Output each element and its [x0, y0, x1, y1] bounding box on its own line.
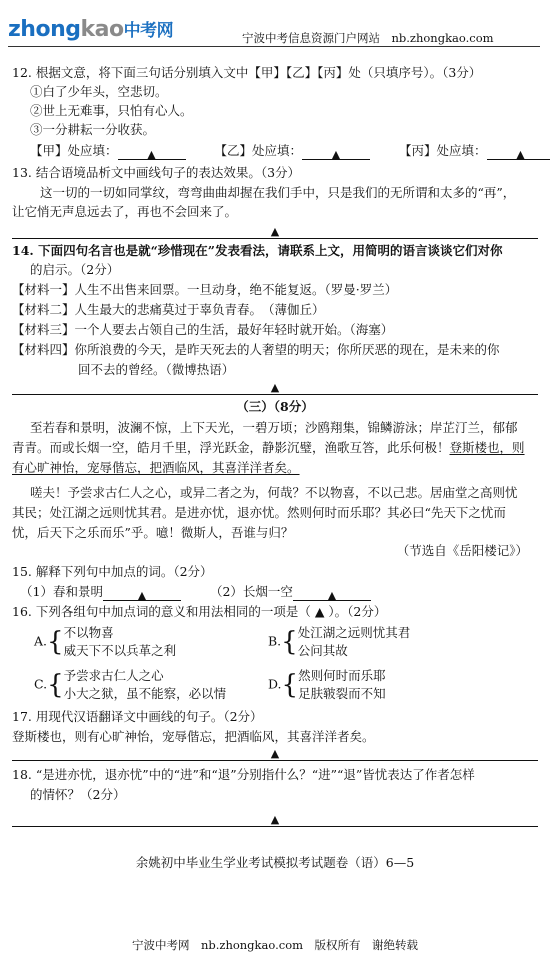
- passage-p1-line3: [12, 459, 540, 477]
- site-logo[interactable]: zhongkao中考网: [8, 17, 174, 42]
- q12-option-2: ②世上无难事，只怕有心人。: [30, 103, 193, 118]
- q15-stem: 15. 解释下列句中加点的词。（2分）: [12, 564, 213, 579]
- q15-items: （1）春和景明 ▲ （2）长烟一空 ▲: [12, 583, 548, 601]
- q12-stem: 12. 根据文意，将下面三句话分别填入文中【甲】【乙】【丙】处（只填序号）。（3分）: [12, 65, 482, 80]
- passage-p1-line1: 至若春和景明，波澜不惊，上下天光，一碧万顷；沙鸥翔集，锦鳞游泳；岸芷汀兰，郁郁: [30, 420, 518, 435]
- q14-material-4-line1: 【材料四】你所浪费的今天，是昨天死去的人奢望的明天；你所厌恶的现在，是未来的你: [12, 342, 500, 357]
- passage-source: （节选自《岳阳楼记》）: [396, 543, 528, 558]
- q18-stem-line1: 18. “是进亦忧，退亦忧”中的“进”和“退”分别指什么？“进”“退”皆忧表达了作者怎样: [12, 767, 475, 782]
- q13-stem: 13. 结合语境品析文中画线句子的表达效果。（3分）: [12, 165, 301, 180]
- q12-option-1: ①白了少年头，空悲切。: [30, 84, 168, 99]
- q16-options-row2: [34, 665, 534, 705]
- q12-answer-yi[interactable]: ▲: [302, 145, 370, 160]
- q16-stem: 16. 下列各组句中加点词的意义和用法相同的一项是（ ▲ ）。（2分）: [12, 604, 387, 619]
- passage-p2-line1: 嗟夫！予尝求古仁人之心，或异二者之为，何哉？不以物喜，不以己悲。居庙堂之高则忧: [30, 485, 518, 500]
- passage-p2-line2: 其民；处江湖之远则忧其君。是进亦忧，退亦忧。然则何时而乐耶？其必曰“先天下之忧而: [12, 505, 506, 520]
- q15-answer-1[interactable]: ▲: [103, 586, 181, 601]
- q14-stem-line1: 14. 下面四句名言也是就“珍惜现在”发表看法，请联系上文，用简明的语言谈谈它们对你: [12, 243, 503, 258]
- site-footer: 宁波中考网 nb.zhongkao.com 版权所有 谢绝转载: [131, 938, 419, 952]
- q14-material-4-line2: 回不去的曾经。（微博热语）: [78, 362, 235, 377]
- q12-blanks: 【甲】处应填： ▲ 【乙】处应填： ▲ 【丙】处应填： ▲: [12, 142, 550, 160]
- q12-option-3: ③一分耕耘一分收获。: [30, 122, 156, 137]
- q12-answer-jia[interactable]: ▲: [118, 145, 186, 160]
- section-3-title: （三）（8分）: [236, 399, 314, 414]
- q14-material-2: 【材料二】人生最大的悲痛莫过于辜负青春。 （薄伽丘）: [12, 302, 325, 317]
- q16-option-a[interactable]: A.{ 不以物喜 威天下不以兵革之利: [34, 624, 177, 658]
- page-header: [0, 0, 550, 45]
- site-banner-text: 宁波中考信息资源门户网站 nb.zhongkao.com: [242, 31, 494, 45]
- q18-stem-line2: 的情怀？（2分）: [30, 787, 126, 802]
- q17-quote: 登斯楼也，则有心旷神怡，宠辱偕忘，把酒临风，其喜洋洋者矣。: [12, 729, 375, 744]
- q16-option-b[interactable]: B.{ 处江湖之远则忧其君 公问其故: [267, 624, 411, 658]
- q16-option-c[interactable]: C.{ 予尝求古仁人之心 小大之狱，虽不能察，必以情: [34, 667, 227, 701]
- q13-quote-line2: 让它悄无声息远去了，再也不会回来了。: [12, 204, 238, 219]
- q15-answer-2[interactable]: ▲: [293, 586, 371, 601]
- passage-underlined-sentence-part2: 有心旷神怡，宠辱偕忘，把酒临风，其喜洋洋者矣。: [12, 460, 300, 475]
- q16-option-d[interactable]: D.{ 然则何时而乐耶 足肤皲裂而不知: [267, 667, 386, 701]
- passage-underlined-sentence-part1: 登斯楼也，则: [449, 440, 525, 455]
- header-divider: [8, 46, 540, 47]
- q14-material-3: 【材料三】一个人要去占领自己的生活，最好年轻时就开始。（海塞）: [12, 322, 394, 337]
- q13-answer-line[interactable]: ▲: [12, 222, 538, 239]
- passage-p1-line2: 青青。而或长烟一空，皓月千里，浮光跃金，静影沉璧，渔歌互答，此乐何极！登斯楼也，则: [12, 440, 525, 455]
- q14-material-1: 【材料一】人生不出售来回票。一旦动身，绝不能复返。（罗曼·罗兰）: [12, 282, 398, 297]
- q17-stem: 17. 用现代汉语翻译文中画线的句子。（2分）: [12, 709, 263, 724]
- q12-answer-bing[interactable]: ▲: [487, 145, 550, 160]
- page-footer: 余姚初中毕业生学业考试模拟考试题卷（语）6—5: [135, 855, 415, 870]
- q18-answer-line[interactable]: ▲: [12, 810, 538, 827]
- q16-options-row1: [34, 622, 534, 662]
- q17-answer-line[interactable]: ▲: [12, 744, 538, 761]
- q14-answer-line[interactable]: ▲: [12, 378, 538, 395]
- passage-p2-line3: 忧，后天下之乐而乐”乎。噫！微斯人，吾谁与归？: [12, 525, 294, 540]
- q13-quote-line1: 这一切的一切如同掌纹，弯弯曲曲却握在我们手中，只是我们的无所谓和太多的“再”，: [40, 185, 516, 200]
- q14-stem-line2: 的启示。（2分）: [30, 262, 120, 277]
